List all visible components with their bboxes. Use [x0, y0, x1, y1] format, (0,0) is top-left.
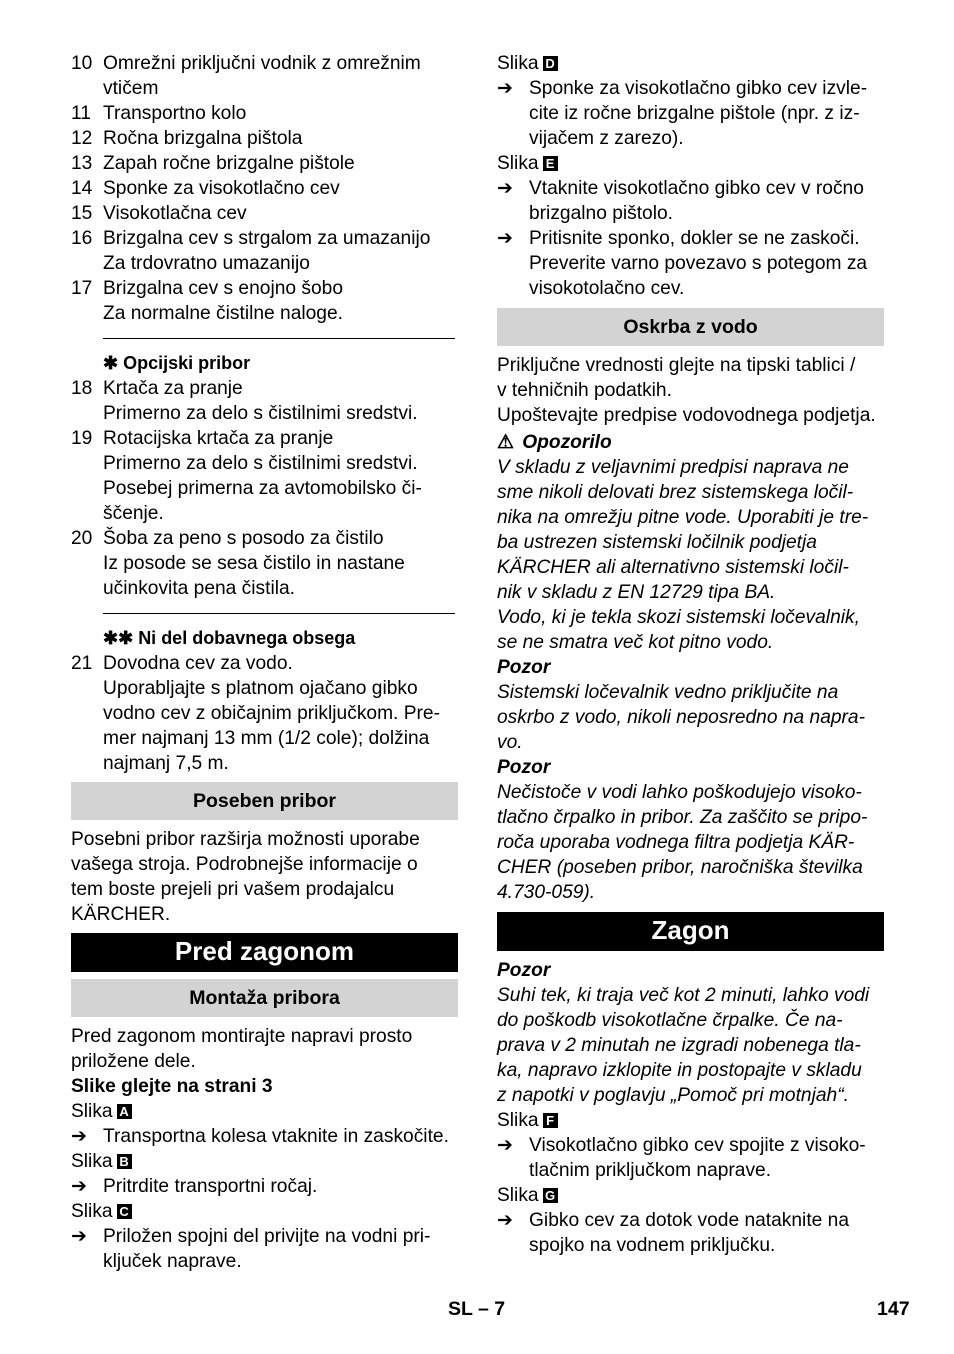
text-line: Vtaknite visokotlačno gibko cev v ročno — [529, 178, 864, 199]
item-number: 13 — [71, 153, 93, 174]
text-line: nika na omrežju pitne vode. Uporabiti je tre- — [497, 507, 869, 528]
instruction-step — [497, 1133, 884, 1183]
parts-list-2 — [71, 376, 458, 601]
text-line: Omrežni priključni vodnik z omrežnim — [103, 53, 421, 74]
text-line: Vodo, ki je tekla skozi sistemski ločevalnik, — [497, 607, 860, 628]
figure-letter-badge: E — [543, 156, 558, 171]
text-line: sme nikoli delovati brez sistemskega ločil- — [497, 482, 854, 503]
instruction-step — [497, 1208, 884, 1258]
text-line: Dovodna cev za vodo. — [103, 653, 293, 674]
text-line: Visokotlačna cev — [103, 203, 247, 224]
figure-label: Slika — [71, 1201, 113, 1222]
item-text — [103, 651, 458, 776]
mounting-text — [71, 1024, 458, 1074]
footer-language-page: SL – 7 — [448, 1298, 506, 1320]
text-line: Gibko cev za dotok vode nataknite na — [529, 1210, 849, 1231]
caution-label: Pozor — [497, 757, 551, 778]
text-line: Zapah ročne brizgalne pištole — [103, 153, 355, 174]
item-number: 16 — [71, 228, 93, 249]
instruction-step — [71, 1174, 458, 1199]
text-line: Brizgalna cev s enojno šobo — [103, 278, 343, 299]
item-text — [103, 376, 458, 426]
right-column — [497, 51, 884, 1258]
figure-reference — [71, 1149, 458, 1174]
text-line: Primerno za delo s čistilnimi sredstvi. — [103, 403, 418, 424]
text-line: Iz posode se sesa čistilo in nastane — [103, 553, 405, 574]
item-number: 17 — [71, 278, 93, 299]
text-line: CHER (poseben pribor, naročniška številka — [497, 857, 863, 878]
instruction-text — [529, 1133, 884, 1183]
instruction-step — [71, 1124, 458, 1149]
item-text — [103, 201, 458, 226]
chapter-heading-start: Zagon — [497, 912, 884, 951]
instruction-text — [529, 176, 884, 226]
arrow-right-icon: ➔ — [497, 178, 514, 199]
figure-label: Slika — [71, 1151, 113, 1172]
text-line: Uporabljajte s platnom ojačano gibko — [103, 678, 418, 699]
item-text — [103, 526, 458, 601]
arrow-right-icon: ➔ — [497, 1210, 514, 1231]
text-line: Krtača za pranje — [103, 378, 243, 399]
text-line: najmanj 7,5 m. — [103, 753, 229, 774]
text-line: Sistemski ločevalnik vedno priključite na — [497, 682, 839, 703]
instruction-step — [497, 226, 884, 301]
figure-letter-badge: A — [117, 1104, 132, 1119]
text-line: ba ustrezen sistemski ločilnik podjetja — [497, 532, 817, 553]
note-label: Opcijski pribor — [123, 353, 251, 373]
item-text — [103, 126, 458, 151]
list-item — [71, 276, 458, 326]
not-included-note — [71, 626, 458, 651]
caution-text-1 — [497, 680, 884, 755]
mounting-steps — [71, 1099, 458, 1274]
figure-letter-badge: D — [543, 56, 558, 71]
item-number: 10 — [71, 53, 93, 74]
text-line: ključek naprave. — [103, 1251, 242, 1272]
figure-reference — [497, 1108, 884, 1133]
text-line: Rotacijska krtača za pranje — [103, 428, 334, 449]
caution-text-2 — [497, 780, 884, 905]
item-number: 20 — [71, 528, 93, 549]
list-item — [71, 651, 458, 776]
connection-steps — [497, 1108, 884, 1258]
text-line: tem boste prejeli pri vašem prodajalcu — [71, 879, 395, 900]
double-asterisk-icon: ✱✱ — [103, 628, 134, 648]
text-line: vašega stroja. Podrobnejše informacije o — [71, 854, 418, 875]
warning-text — [497, 455, 884, 655]
hose-steps — [497, 51, 884, 301]
text-line: tlačnim priključkom naprave. — [529, 1160, 772, 1181]
instruction-text — [103, 1224, 458, 1274]
instruction-text — [529, 76, 884, 151]
text-line: Suhi tek, ki traja več kot 2 minuti, lahko vodi — [497, 985, 870, 1006]
figure-label: Slika — [71, 1101, 113, 1122]
text-line: Visokotlačno gibko cev spojite z visoko- — [529, 1135, 866, 1156]
arrow-right-icon: ➔ — [497, 78, 514, 99]
caution-label: Pozor — [497, 960, 551, 981]
text-line: vtičem — [103, 78, 159, 99]
item-text — [103, 426, 458, 526]
item-text — [103, 226, 458, 276]
text-line: spojko na vodnem priključku. — [529, 1235, 776, 1256]
text-line: Brizgalna cev s strgalom za umazanijo — [103, 228, 431, 249]
text-line: Pritrdite transportni ročaj. — [103, 1176, 318, 1197]
item-number: 19 — [71, 428, 93, 449]
text-line: vijačem z zarezo). — [529, 128, 684, 149]
warning-triangle-icon: ⚠ — [497, 432, 515, 453]
footer-page-number: 147 — [877, 1298, 910, 1320]
special-accessories-text — [71, 827, 458, 927]
text-line: Transportno kolo — [103, 103, 247, 124]
text-line: vo. — [497, 732, 523, 753]
left-column — [71, 51, 458, 1274]
separator — [103, 338, 455, 339]
text-line: Transportna kolesa vtaknite in zaskočite. — [103, 1126, 449, 1147]
chapter-heading-before-start: Pred zagonom — [71, 933, 458, 972]
instruction-text — [103, 1124, 458, 1149]
list-item — [71, 376, 458, 426]
separator — [103, 613, 455, 614]
instruction-text — [103, 1174, 458, 1199]
figure-reference — [497, 1183, 884, 1208]
figure-label: Slika — [497, 153, 539, 174]
text-line: 4.730-059). — [497, 882, 596, 903]
figure-letter-badge: F — [543, 1113, 558, 1128]
figure-reference — [497, 51, 884, 76]
arrow-right-icon: ➔ — [497, 228, 514, 249]
arrow-right-icon: ➔ — [71, 1126, 88, 1147]
figure-reference — [71, 1099, 458, 1124]
text-line: učinkovita pena čistila. — [103, 578, 295, 599]
warning-label: Opozorilo — [522, 432, 612, 453]
note-label: Ni del dobavnega obsega — [138, 628, 356, 648]
text-line: oskrbo z vodo, nikoli neposredno na napra- — [497, 707, 865, 728]
list-item — [71, 101, 458, 126]
item-text — [103, 176, 458, 201]
figure-letter-badge: C — [117, 1204, 132, 1219]
text-line: mer najmanj 13 mm (1/2 cole); dolžina — [103, 728, 430, 749]
arrow-right-icon: ➔ — [71, 1226, 88, 1247]
asterisk-icon: ✱ — [103, 353, 119, 373]
list-item — [71, 126, 458, 151]
figure-letter-badge: B — [117, 1154, 132, 1169]
arrow-right-icon: ➔ — [71, 1176, 88, 1197]
list-item — [71, 526, 458, 601]
arrow-right-icon: ➔ — [497, 1135, 514, 1156]
text-line: Šoba za peno s posodo za čistilo — [103, 528, 384, 549]
text-line: Priložen spojni del privijte na vodni pri- — [103, 1226, 431, 1247]
text-line: ka, napravo izklopite in postopajte v skladu — [497, 1060, 862, 1081]
figure-label: Slika — [497, 1110, 539, 1131]
figure-letter-badge: G — [543, 1188, 558, 1203]
list-item — [71, 151, 458, 176]
text-line: Sponke za visokotlačno cev — [103, 178, 340, 199]
item-text — [103, 51, 458, 101]
text-line: do poškodb visokotlačne črpalke. Če na- — [497, 1010, 843, 1031]
text-line: visokotolačno cev. — [529, 278, 685, 299]
section-heading-mounting: Montaža pribora — [71, 979, 458, 1017]
figure-reference — [497, 151, 884, 176]
list-item — [71, 426, 458, 526]
caution-text-3 — [497, 983, 884, 1108]
text-line: Upoštevajte predpise vodovodnega podjetja. — [497, 405, 876, 426]
water-supply-text — [497, 353, 884, 428]
figure-reference — [71, 1199, 458, 1224]
item-text — [103, 276, 458, 326]
item-text — [103, 151, 458, 176]
text-line: se ne smatra več kot pitno vodo. — [497, 632, 774, 653]
instruction-step — [497, 76, 884, 151]
text-line: Posebej primerna za avtomobilsko či- — [103, 478, 422, 499]
text-line: Pred zagonom montirajte napravi prosto — [71, 1026, 413, 1047]
text-line: KÄRCHER. — [71, 904, 171, 925]
list-item — [71, 226, 458, 276]
text-line: brizgalno pištolo. — [529, 203, 673, 224]
item-number: 11 — [71, 103, 91, 124]
parts-list-3 — [71, 651, 458, 776]
figure-label: Slika — [497, 53, 539, 74]
text-line: Preverite varno povezavo s potegom za — [529, 253, 868, 274]
item-text — [103, 101, 458, 126]
text-line: Nečistoče v vodi lahko poškodujejo visoko- — [497, 782, 862, 803]
optional-accessory-note — [71, 351, 458, 376]
text-line: z napotki v poglavju „Pomoč pri motnjah“. — [497, 1085, 849, 1106]
text-line: cite iz ročne brizgalne pištole (npr. z iz- — [529, 103, 860, 124]
section-heading-special-accessories: Poseben pribor — [71, 782, 458, 820]
figure-label: Slika — [497, 1185, 539, 1206]
text-line: tlačno črpalko in pribor. Za zaščito se pripo- — [497, 807, 868, 828]
text-line: Ročna brizgalna pištola — [103, 128, 303, 149]
text-line: Sponke za visokotlačno gibko cev izvle- — [529, 78, 868, 99]
text-line: priložene dele. — [71, 1051, 196, 1072]
instruction-text — [529, 226, 884, 301]
text-line: KÄRCHER ali alternativno sistemski ločil- — [497, 557, 849, 578]
text-line: roča uporaba vodnega filtra podjetja KÄR- — [497, 832, 855, 853]
text-line: vodno cev z običajnim priključkom. Pre- — [103, 703, 440, 724]
text-line: nik v skladu z EN 12729 tipa BA. — [497, 582, 776, 603]
parts-list-1 — [71, 51, 458, 326]
text-line: Priključne vrednosti glejte na tipski tablici / — [497, 355, 856, 376]
text-line: Primerno za delo s čistilnimi sredstvi. — [103, 453, 418, 474]
section-heading-water-supply: Oskrba z vodo — [497, 308, 884, 346]
text-line: prava v 2 minutah ne izgradi nobenega tla- — [497, 1035, 861, 1056]
item-number: 12 — [71, 128, 93, 149]
instruction-step — [497, 176, 884, 226]
text-line: Pritisnite sponko, dokler se ne zaskoči. — [529, 228, 860, 249]
item-number: 14 — [71, 178, 93, 199]
instruction-step — [71, 1224, 458, 1274]
text-line: V skladu z veljavnimi predpisi naprava ne — [497, 457, 849, 478]
text-line: Za normalne čistilne naloge. — [103, 303, 343, 324]
caution-label: Pozor — [497, 657, 551, 678]
list-item — [71, 201, 458, 226]
instruction-text — [529, 1208, 884, 1258]
text-line: ščenje. — [103, 503, 164, 524]
item-number: 21 — [71, 653, 93, 674]
text-line: Za trdovratno umazanijo — [103, 253, 310, 274]
text-line: Posebni pribor razširja možnosti uporabe — [71, 829, 420, 850]
text-line: v tehničnih podatkih. — [497, 380, 672, 401]
see-pages-note: Slike glejte na strani 3 — [71, 1076, 273, 1097]
list-item — [71, 176, 458, 201]
list-item — [71, 51, 458, 101]
item-number: 15 — [71, 203, 93, 224]
warning-heading — [497, 430, 884, 455]
item-number: 18 — [71, 378, 93, 399]
